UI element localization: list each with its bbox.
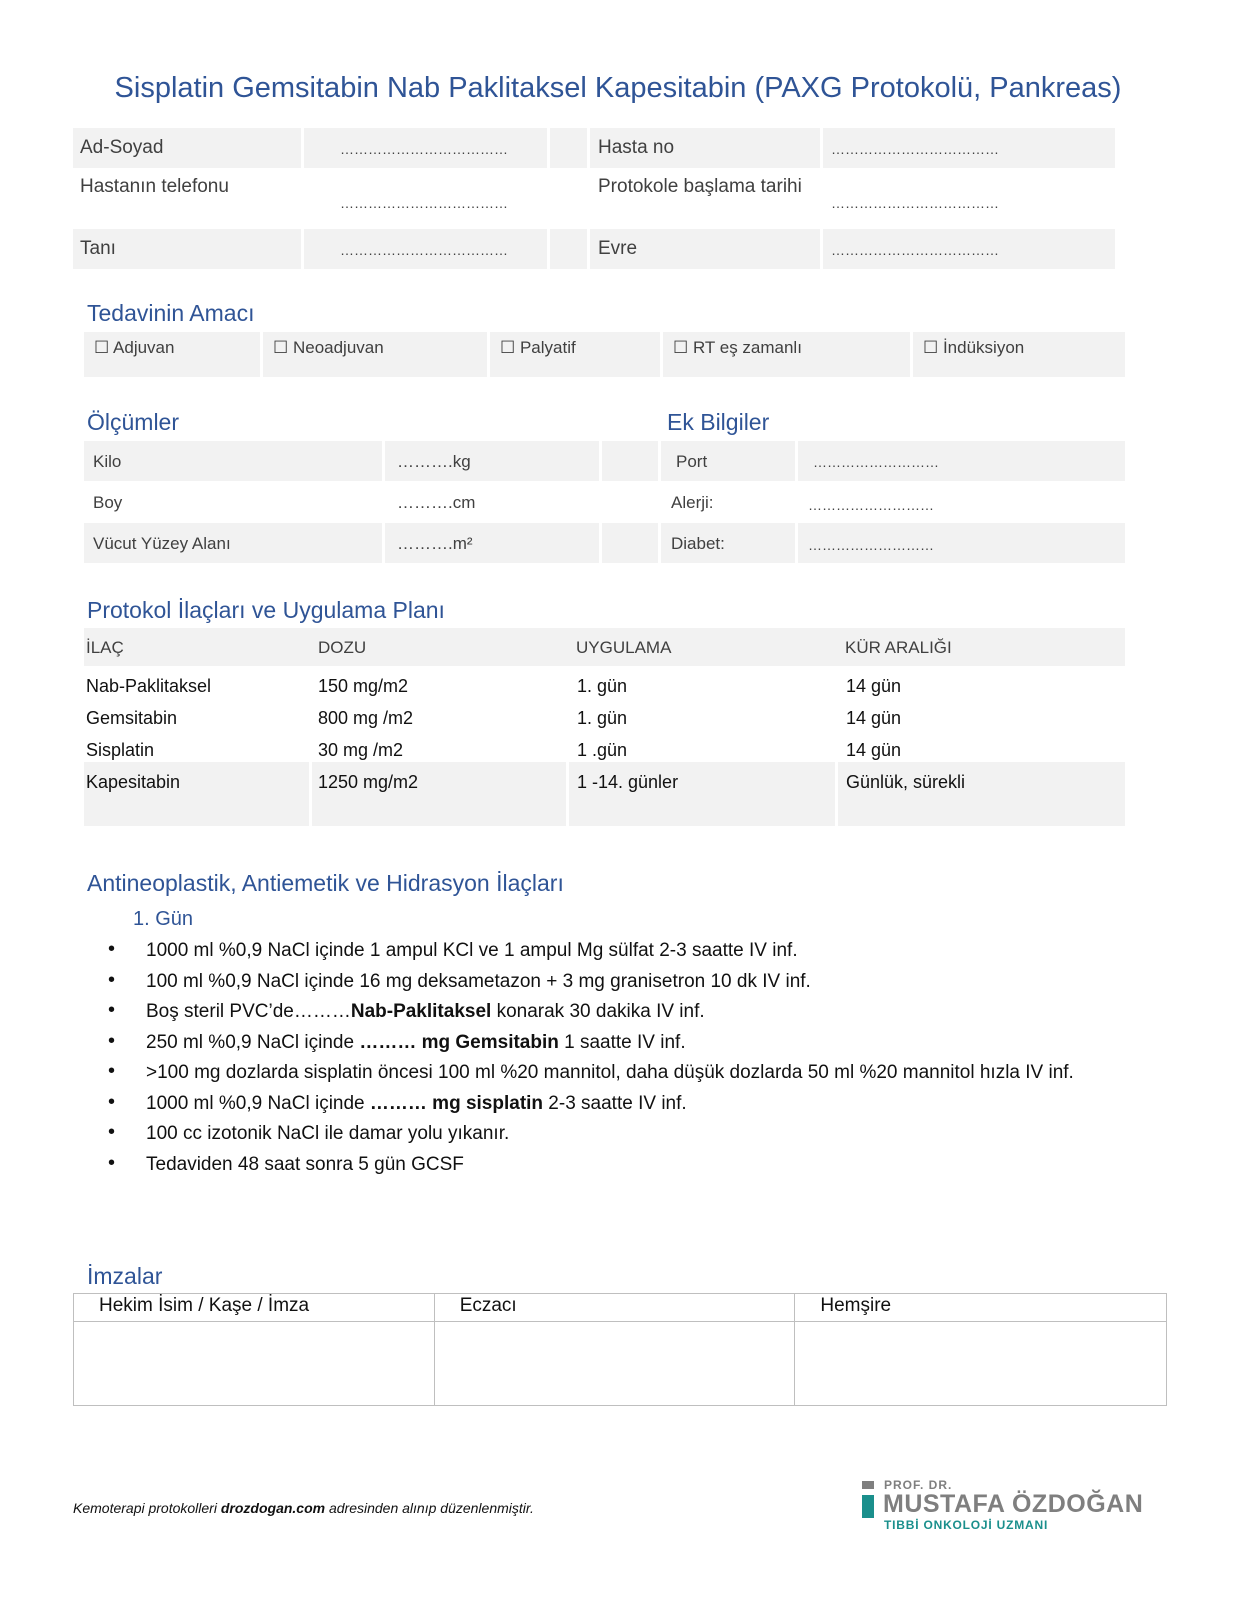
purpose-heading: Tedavinin Amacı xyxy=(87,300,255,326)
telefon-label: Hastanın telefonu xyxy=(80,176,229,197)
drug-schedule: 1. gün xyxy=(577,676,628,696)
col-header-uygulama: UYGULAMA xyxy=(576,638,672,657)
kilo-label: Kilo xyxy=(84,441,382,481)
alerji-label: Alerji: xyxy=(671,493,714,512)
col-header-dozu: DOZU xyxy=(318,638,367,657)
drug-name: Kapesitabin xyxy=(86,772,181,792)
list-item: • 250 ml %0,9 NaCl içinde ……… mg Gemsitabin 1 saatte IV inf. xyxy=(108,1032,1074,1063)
diabet-field[interactable]: ……………………… xyxy=(798,523,1125,563)
telefon-field[interactable]: ……………………………… xyxy=(340,195,508,211)
sig-cell-hemsire[interactable] xyxy=(795,1322,1167,1406)
spacer-cell xyxy=(550,229,587,269)
option-adjuvan[interactable]: ☐ Adjuvan xyxy=(84,332,260,377)
spacer-cell xyxy=(602,523,658,563)
signatures-heading: İmzalar xyxy=(87,1263,163,1289)
list-item: • 1000 ml %0,9 NaCl içinde ……… mg sisplatin 2-3 saatte IV inf. xyxy=(108,1093,1074,1124)
drug-interval: 14 gün xyxy=(846,740,902,760)
baslama-field[interactable]: ……………………………… xyxy=(831,195,999,211)
logo-line-3: TIBBİ ONKOLOJİ UZMANI xyxy=(884,1518,1049,1532)
drug-schedule: 1. gün xyxy=(577,708,628,728)
drug-interval: 14 gün xyxy=(846,676,902,696)
drug-name: Nab-Paklitaksel xyxy=(86,676,212,696)
drug-dose: 150 mg/m2 xyxy=(318,676,409,696)
drug-name: Gemsitabin xyxy=(86,708,178,728)
port-label: Port xyxy=(661,441,795,481)
spacer-cell xyxy=(550,128,587,168)
option-neoadjuvan[interactable]: ☐ Neoadjuvan xyxy=(263,332,487,377)
sig-header-hekim: Hekim İsim / Kaşe / İmza xyxy=(74,1294,435,1322)
evre-label: Evre xyxy=(590,229,820,269)
vya-field[interactable]: ……….m² xyxy=(385,523,599,563)
spacer-cell xyxy=(602,441,658,481)
vya-label: Vücut Yüzey Alanı xyxy=(84,523,382,563)
col-header-kur-araligi: KÜR ARALIĞI xyxy=(845,638,952,657)
drug-interval: 14 gün xyxy=(846,708,902,728)
sig-cell-eczaci[interactable] xyxy=(434,1322,795,1406)
sig-header-eczaci: Eczacı xyxy=(434,1294,795,1322)
extra-heading: Ek Bilgiler xyxy=(667,409,770,435)
tani-field[interactable]: ……………………………… xyxy=(304,229,547,269)
signature-table xyxy=(73,1293,1167,1406)
drug-dose: 30 mg /m2 xyxy=(318,740,404,760)
option-induksiyon[interactable]: ☐ İndüksiyon xyxy=(913,332,1125,377)
port-field[interactable]: ……………………… xyxy=(798,441,1125,481)
measurements-heading: Ölçümler xyxy=(87,409,180,435)
list-item: • 100 cc izotonik NaCl ile damar yolu yıkanır. xyxy=(108,1123,1074,1154)
baslama-label: Protokole başlama tarihi xyxy=(598,176,802,197)
col-header-ilac: İLAÇ xyxy=(86,638,124,657)
sig-header-hemsire: Hemşire xyxy=(795,1294,1167,1322)
logo-mark-top xyxy=(862,1481,874,1489)
medication-list xyxy=(108,940,1074,1184)
drugs-heading: Protokol İlaçları ve Uygulama Planı xyxy=(87,597,445,623)
boy-label: Boy xyxy=(93,493,123,512)
option-palyatif[interactable]: ☐ Palyatif xyxy=(490,332,660,377)
drug-dose: 800 mg /m2 xyxy=(318,708,414,728)
sig-cell-hekim[interactable] xyxy=(74,1322,435,1406)
logo-line-2: MUSTAFA ÖZDOĞAN xyxy=(883,1490,1144,1518)
logo-mark-bottom xyxy=(862,1495,874,1518)
option-rt-es-zamanli[interactable]: ☐ RT eş zamanlı xyxy=(663,332,910,377)
evre-field[interactable]: ……………………………… xyxy=(823,229,1115,269)
drug-schedule: 1 -14. günler xyxy=(577,772,679,792)
page-title: Sisplatin Gemsitabin Nab Paklitaksel Kapesitabin (PAXG Protokolü, Pankreas) xyxy=(114,72,1122,104)
list-item: • >100 mg dozlarda sisplatin öncesi 100 ml %20 mannitol, daha düşük dozlarda 50 ml %20 mannitol hızla IV inf. xyxy=(108,1062,1074,1093)
day-heading: 1. Gün xyxy=(133,908,194,930)
drug-dose: 1250 mg/m2 xyxy=(318,772,419,792)
diabet-label: Diabet: xyxy=(661,523,795,563)
ad-soyad-field[interactable]: ……………………………… xyxy=(304,128,547,168)
tani-label: Tanı xyxy=(73,229,301,269)
hasta-no-field[interactable]: ……………………………… xyxy=(823,128,1115,168)
drug-schedule: 1 .gün xyxy=(577,740,628,760)
logo-line-1: PROF. DR. xyxy=(884,1478,953,1492)
alerji-field[interactable]: ……………………… xyxy=(808,497,934,513)
list-item: • 100 ml %0,9 NaCl içinde 16 mg deksametazon + 3 mg granisetron 10 dk IV inf. xyxy=(108,971,1074,1002)
ad-soyad-label: Ad-Soyad xyxy=(73,128,301,168)
drug-name: Sisplatin xyxy=(86,740,155,760)
list-item: • Boş steril PVC’de………Nab-Paklitaksel konarak 30 dakika IV inf. xyxy=(108,1001,1074,1032)
hasta-no-label: Hasta no xyxy=(590,128,820,168)
kilo-field[interactable]: ……….kg xyxy=(385,441,599,481)
meds-heading: Antineoplastik, Antiemetik ve Hidrasyon İlaçları xyxy=(87,870,564,896)
boy-field[interactable]: ……….cm xyxy=(397,493,476,512)
list-item: • 1000 ml %0,9 NaCl içinde 1 ampul KCl ve 1 ampul Mg sülfat 2-3 saatte IV inf. xyxy=(108,940,1074,971)
footer-note: Kemoterapi protokolleri drozdogan.com adresinden alınıp düzenlenmiştir. xyxy=(73,1500,534,1516)
drug-interval: Günlük, sürekli xyxy=(846,772,966,792)
list-item: • Tedaviden 48 saat sonra 5 gün GCSF xyxy=(108,1154,1074,1185)
